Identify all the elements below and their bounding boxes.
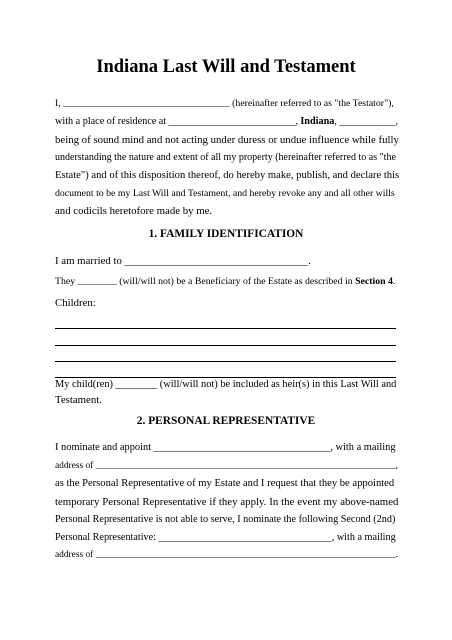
second-pr-name-line[interactable]: Personal Representative: __________________________________, with a mailing <box>55 532 396 543</box>
children-blank-line-1[interactable] <box>55 328 396 329</box>
intro-line-3: being of sound mind and not acting under duress or undue influence while fully <box>55 134 399 146</box>
intro-line-1 <box>55 97 398 111</box>
spouse-beneficiary-line[interactable]: They ________ (will/will not) be a Beneficiary of the Estate as described in Section 4. <box>55 276 396 287</box>
intro-line-5: Estate") and of this disposition thereof, do hereby make, publish, and declare this <box>55 170 400 181</box>
intro-line-7: and codicils heretofore made by me. <box>55 205 213 217</box>
testator-name-blank[interactable]: I, __________________________________ (hereinafter referred to as "the Testator"), <box>55 98 394 109</box>
state-name: Indiana <box>300 116 335 127</box>
pr-text-line-5: Personal Representative is not able to serve, I nominate the following Second (2nd) <box>55 514 396 525</box>
second-pr-address-line[interactable]: address of ________________________________________________________________. <box>55 550 398 560</box>
children-blank-line-2[interactable] <box>55 345 396 346</box>
residence-city-blank[interactable]: _________________________, <box>168 116 299 127</box>
pr-address-line[interactable]: address of ________________________________________________________________, <box>55 461 398 471</box>
heirs-line-2: Testament. <box>55 394 102 406</box>
county-blank[interactable]: , ___________, <box>334 116 398 127</box>
intro-line-2 <box>55 115 398 129</box>
residence-label: with a place of residence at <box>55 116 167 127</box>
spouse-name-blank[interactable]: I am married to __________________________________. <box>55 255 311 267</box>
children-blank-line-3[interactable] <box>55 361 396 362</box>
heirs-line-1[interactable]: My child(ren) ________ (will/will not) be included as heir(s) in this Last Will and <box>55 379 397 390</box>
pr-text-line-3: as the Personal Representative of my Estate and I request that they be appointed <box>55 478 395 489</box>
residence-state-county[interactable] <box>300 115 398 129</box>
section-2-heading: 2. PERSONAL REPRESENTATIVE <box>136 415 316 427</box>
intro-line-4: understanding the nature and extent of all my property (hereinafter referred to as "the <box>55 152 396 163</box>
section-4-reference: Section 4 <box>355 276 393 287</box>
intro-line-6: document to be my Last Will and Testament, and hereby revoke any and all other wills <box>55 188 395 199</box>
children-label: Children: <box>55 297 96 309</box>
section-1-heading: 1. FAMILY IDENTIFICATION <box>148 228 304 240</box>
document-title: Indiana Last Will and Testament <box>96 57 356 77</box>
pr-appoint-line[interactable]: I nominate and appoint __________________________________, with a mailing <box>55 442 396 453</box>
pr-text-line-4: temporary Personal Representative if they apply. In the event my above-named <box>55 496 399 508</box>
